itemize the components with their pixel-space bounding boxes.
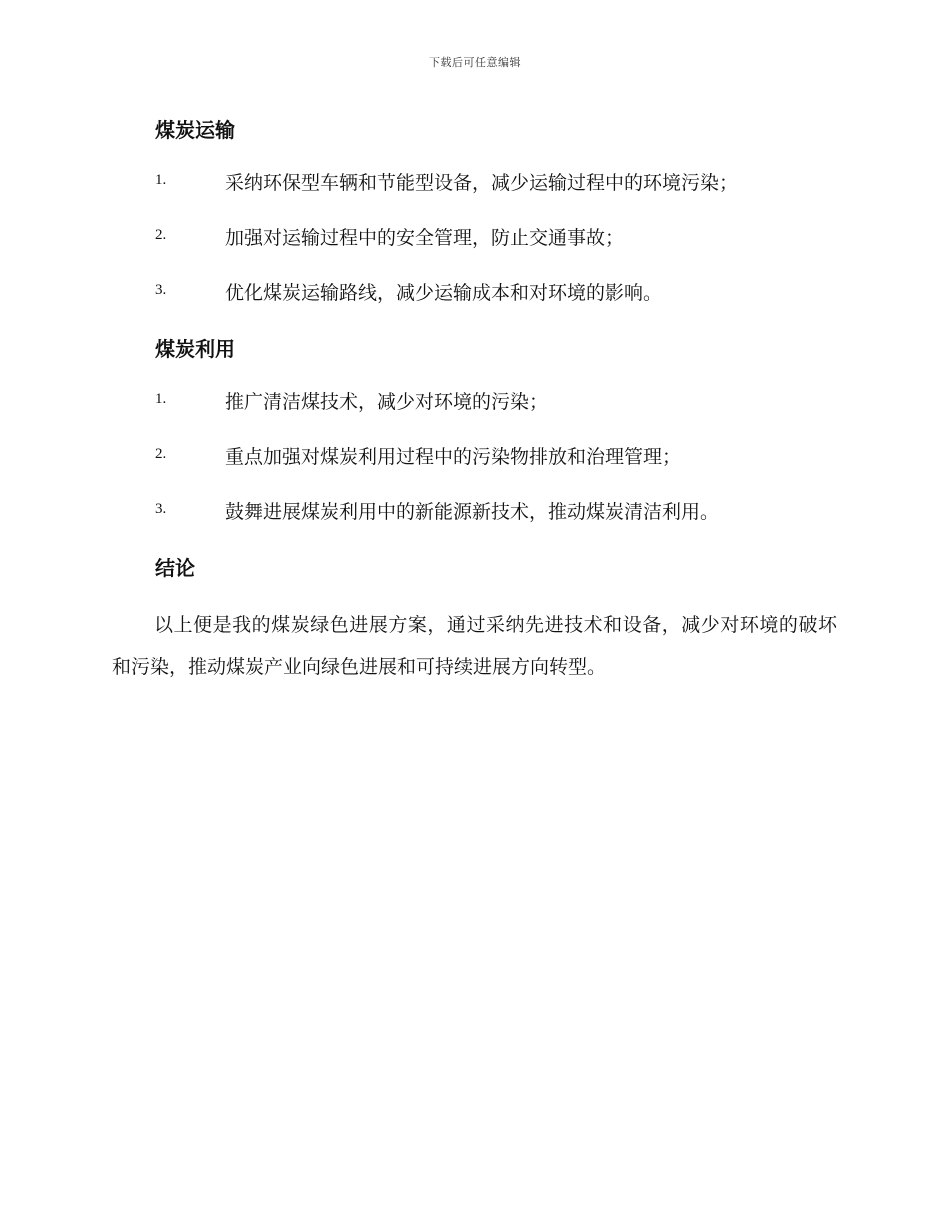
- list-number: 1.: [155, 391, 167, 407]
- section-heading-utilization: 煤炭利用: [155, 337, 235, 361]
- header-note: 下载后可任意编辑: [429, 56, 521, 69]
- section-heading-conclusion: 结论: [155, 556, 195, 580]
- list-text: 优化煤炭运输路线，减少运输成本和对环境的影响。: [225, 282, 663, 304]
- section-heading-transport: 煤炭运输: [155, 118, 235, 142]
- list-number: 2.: [155, 446, 167, 462]
- list-item: [155, 387, 855, 417]
- list-text: 重点加强对煤炭利用过程中的污染物排放和治理管理；: [225, 446, 682, 468]
- list-text: 推广清洁煤技术，减少对环境的污染；: [225, 391, 549, 413]
- list-number: 3.: [155, 501, 167, 517]
- list-item: [155, 497, 855, 527]
- list-item: [155, 442, 855, 472]
- list-item: [155, 168, 855, 198]
- list-text: 鼓舞进展煤炭利用中的新能源新技术，推动煤炭清洁利用。: [225, 501, 720, 523]
- list-number: 2.: [155, 227, 167, 243]
- list-item: [155, 223, 855, 253]
- list-text: 采纳环保型车辆和节能型设备，减少运输过程中的环境污染；: [225, 172, 739, 194]
- list-item: [155, 278, 855, 308]
- list-text: 加强对运输过程中的安全管理，防止交通事故；: [225, 227, 625, 249]
- conclusion-paragraph: 以上便是我的煤炭绿色进展方案，通过采纳先进技术和设备，减少对环境的破坏和污染，推动煤炭产业向绿色进展和可持续进展方向转型。: [112, 614, 837, 678]
- list-number: 1.: [155, 172, 167, 188]
- list-number: 3.: [155, 282, 167, 298]
